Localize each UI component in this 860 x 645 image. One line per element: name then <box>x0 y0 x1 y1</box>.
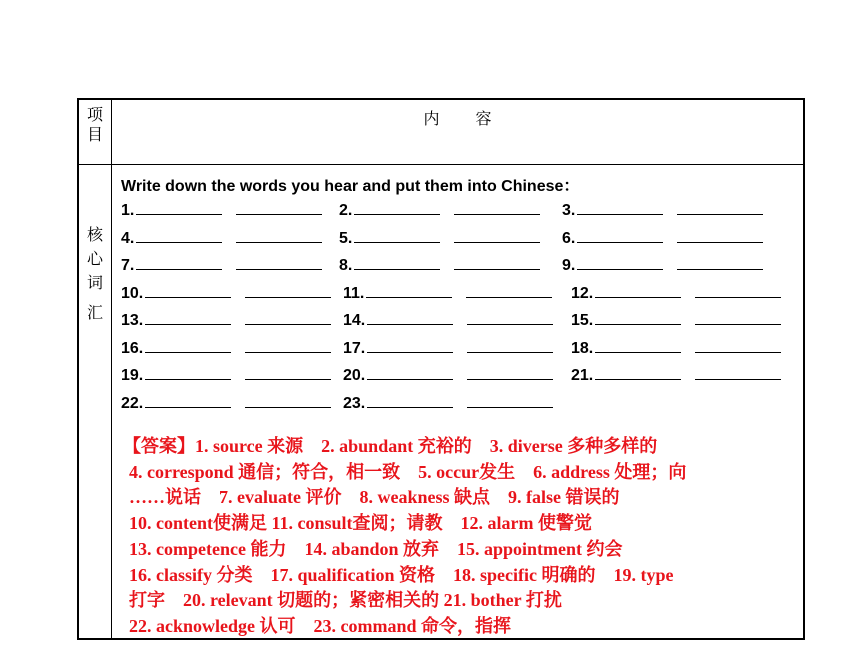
blank-line[interactable] <box>454 228 540 243</box>
blank-number: 15. <box>571 312 594 329</box>
blank-number: 1. <box>121 202 135 219</box>
blank-line[interactable] <box>354 255 440 270</box>
blank-line[interactable] <box>145 338 231 353</box>
blank-number: 6. <box>562 229 576 247</box>
side-label-char-3: 词 <box>86 275 103 292</box>
item-header-char-2: 目 <box>86 127 103 144</box>
blank-number: 5. <box>339 229 353 247</box>
blank-line[interactable] <box>367 338 453 353</box>
item-header-char-1: 项 <box>86 107 103 124</box>
blank-item <box>339 228 540 248</box>
blank-line[interactable] <box>595 338 681 353</box>
blank-line[interactable] <box>367 365 453 380</box>
blank-line[interactable] <box>354 228 440 243</box>
blank-item <box>343 365 553 385</box>
blank-number: 23. <box>343 394 366 412</box>
blank-line[interactable] <box>595 365 681 380</box>
blank-line[interactable] <box>577 255 663 270</box>
blank-line[interactable] <box>236 228 322 243</box>
blank-line[interactable] <box>466 283 552 298</box>
content-column-header <box>112 106 803 129</box>
content-header-char-1: 内 <box>423 111 440 128</box>
blank-number: 22. <box>121 394 144 412</box>
blank-line[interactable] <box>467 310 553 325</box>
blank-line[interactable] <box>677 228 763 243</box>
blank-item <box>121 338 331 358</box>
blank-line[interactable] <box>677 255 763 270</box>
blank-line[interactable] <box>454 255 540 270</box>
answer-line: 10. content使满足 11. consult查阅；请教 12. alarm 使警觉 <box>129 513 592 534</box>
blank-line[interactable] <box>454 200 540 215</box>
answer-line: ……说话 7. evaluate 评价 8. weakness 缺点 9. false 错误的 <box>129 487 620 508</box>
blank-number: 2. <box>339 202 353 219</box>
blank-item <box>562 200 763 220</box>
blank-number: 17. <box>343 339 366 357</box>
blank-item <box>343 283 552 303</box>
side-label-char-1: 核 <box>86 227 103 244</box>
blank-item <box>121 255 322 275</box>
blank-number: 3. <box>562 202 576 219</box>
blank-number: 10. <box>121 284 144 302</box>
blank-line[interactable] <box>136 255 222 270</box>
blank-line[interactable] <box>236 200 322 215</box>
blank-line[interactable] <box>695 310 781 325</box>
blank-line[interactable] <box>595 310 681 325</box>
blank-line[interactable] <box>245 365 331 380</box>
blank-line[interactable] <box>467 393 553 408</box>
blank-item <box>571 283 781 303</box>
blank-line[interactable] <box>245 310 331 325</box>
blank-item <box>343 393 553 413</box>
blank-number: 16. <box>121 339 144 357</box>
blank-line[interactable] <box>245 283 331 298</box>
blank-line[interactable] <box>145 310 231 325</box>
blank-line[interactable] <box>695 365 781 380</box>
blank-item <box>121 310 331 330</box>
blank-item <box>343 338 553 358</box>
blank-number: 20. <box>343 367 366 384</box>
blank-line[interactable] <box>677 200 763 215</box>
blank-line[interactable] <box>145 393 231 408</box>
blank-item <box>339 255 540 275</box>
blank-line[interactable] <box>366 283 452 298</box>
blank-line[interactable] <box>136 228 222 243</box>
blank-number: 9. <box>562 257 576 274</box>
item-column-header <box>79 100 111 164</box>
blank-item <box>343 310 553 330</box>
blank-line[interactable] <box>136 200 222 215</box>
blank-item <box>121 365 331 385</box>
core-vocabulary-label <box>79 224 111 326</box>
blank-item <box>121 200 322 220</box>
header-divider <box>79 164 803 165</box>
answer-line: 22. acknowledge 认可 23. command 命令，指挥 <box>129 615 511 636</box>
answer-line: 13. competence 能力 14. abandon 放弃 15. appointment 约会 <box>129 538 623 559</box>
blank-item <box>121 283 331 303</box>
blank-line[interactable] <box>145 365 231 380</box>
blank-line[interactable] <box>145 283 231 298</box>
blank-line[interactable] <box>577 200 663 215</box>
blank-number: 19. <box>121 367 144 384</box>
side-label-char-4: 汇 <box>86 305 103 322</box>
blank-line[interactable] <box>695 338 781 353</box>
blank-item <box>121 228 322 248</box>
blank-item <box>571 338 781 358</box>
blank-line[interactable] <box>695 283 781 298</box>
blank-line[interactable] <box>245 338 331 353</box>
answer-line: 4. correspond 通信；符合，相一致 5. occur发生 6. address 处理；向 <box>129 461 687 482</box>
blank-item <box>571 365 781 385</box>
blank-number: 7. <box>121 257 135 274</box>
blank-item <box>562 255 763 275</box>
blank-line[interactable] <box>595 283 681 298</box>
blank-number: 4. <box>121 229 135 247</box>
blank-line[interactable] <box>577 228 663 243</box>
column-divider <box>111 100 112 638</box>
blank-line[interactable] <box>367 310 453 325</box>
blank-line[interactable] <box>467 338 553 353</box>
blank-line[interactable] <box>236 255 322 270</box>
answer-line: 打字 20. relevant 切题的；紧密相关的 21. bother 打扰 <box>129 590 562 611</box>
blank-number: 12. <box>571 284 594 302</box>
blank-line[interactable] <box>354 200 440 215</box>
blank-number: 13. <box>121 312 144 329</box>
answer-line: 【答案】1. source 来源 2. abundant 充裕的 3. diverse 多种多样的 <box>123 436 658 456</box>
answer-key <box>123 434 799 640</box>
blank-item <box>121 393 331 413</box>
blank-item <box>339 200 540 220</box>
vocab-table <box>77 98 805 640</box>
blank-line[interactable] <box>467 365 553 380</box>
blank-number: 21. <box>571 367 594 384</box>
blank-number: 11. <box>343 284 365 302</box>
blank-line[interactable] <box>245 393 331 408</box>
content-header-char-2: 容 <box>475 111 492 128</box>
blank-number: 18. <box>571 339 594 357</box>
side-label-char-2: 心 <box>86 251 103 268</box>
blank-item <box>571 310 781 330</box>
blank-line[interactable] <box>367 393 453 408</box>
instruction-text: Write down the words you hear and put them into Chinese： <box>121 178 580 195</box>
blank-item <box>562 228 763 248</box>
answer-line: 16. classify 分类 17. qualification 资格 18. specific 明确的 19. type <box>129 564 674 585</box>
blank-number: 14. <box>343 312 366 329</box>
blank-number: 8. <box>339 257 353 274</box>
